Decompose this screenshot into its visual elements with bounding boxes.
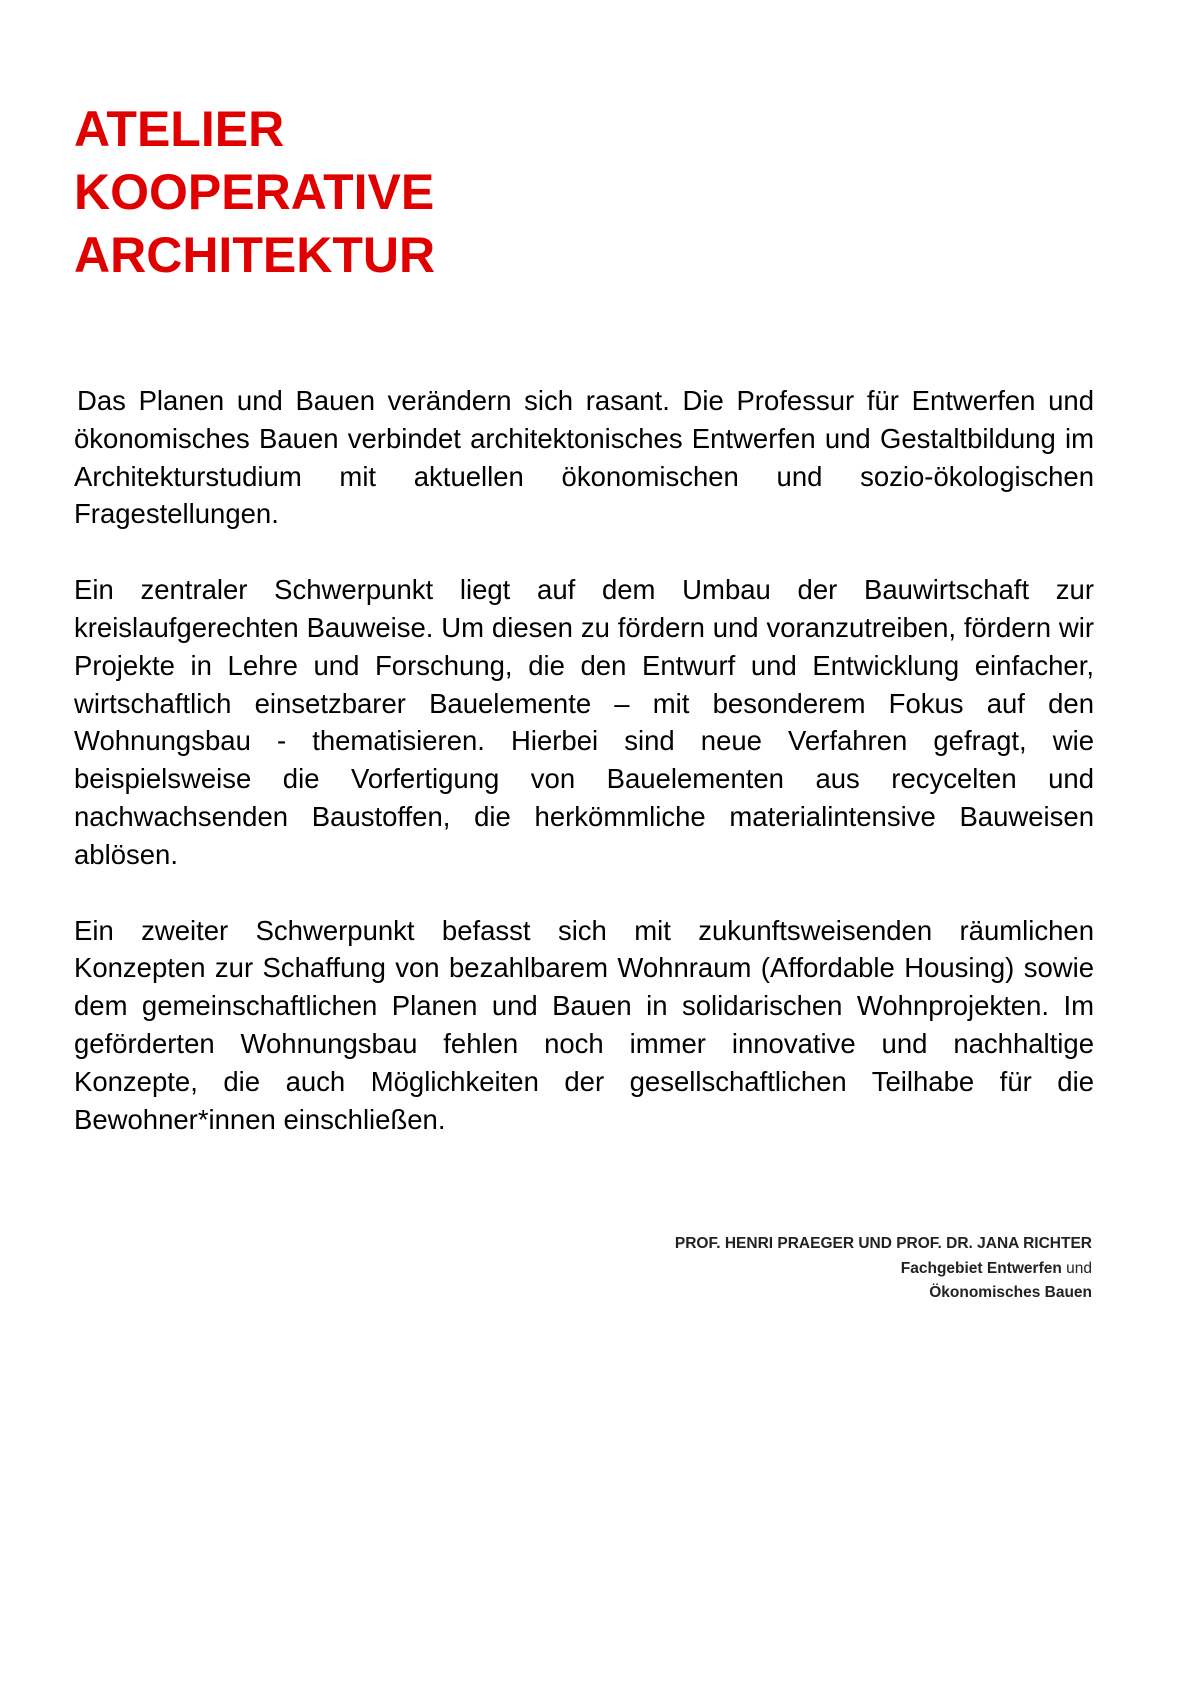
- page-title: [74, 98, 435, 287]
- signature-department-conjunction: und: [1061, 1259, 1092, 1277]
- signature-names: PROF. HENRI PRAEGER UND PROF. DR. JANA RICHTER: [674, 1235, 1092, 1252]
- signature-block: [675, 1232, 1092, 1306]
- title-line-2: KOOPERATIVE: [74, 164, 435, 220]
- title-line-1: ATELIER: [74, 101, 285, 157]
- signature-department-line-2: Ökonomisches Bauen: [929, 1284, 1092, 1301]
- body-text: [74, 382, 1094, 1176]
- paragraph-intro: Das Planen und Bauen verändern sich rasant. Die Professur für Entwerfen und ökonomisches Bauen verbindet architektonisches Entwerfen und Gestaltbildung im Architekturstudium mit aktuellen ökonomischen und sozio-ökologischen Fragestellungen.: [74, 385, 1094, 530]
- signature-department-bold: Fachgebiet Entwerfen: [900, 1259, 1062, 1277]
- paragraph-circular-construction: Ein zentraler Schwerpunkt liegt auf dem Umbau der Bauwirtschaft zur kreislaufgerechten Bauweise. Um diesen zu fördern und voranzutreiben, fördern wir Projekte in Lehre und Forschung, die den Entwurf und Entwicklung einfacher, wirtschaftlich einsetzbarer Bauelemente – mit besonderem Fokus auf den Wohnungsbau - thematisieren. Hierbei sind neue Verfahren gefragt, wie beispielsweise die Vorfertigung von Bauelementen aus recycelten und nachwachsenden Baustoffen, die herkömmliche materialintensive Bauweisen ablösen.: [74, 574, 1094, 870]
- title-line-3: ARCHITEKTUR: [74, 227, 436, 283]
- paragraph-affordable-housing: Ein zweiter Schwerpunkt befasst sich mit zukunftsweisenden räumlichen Konzepten zur Schaffung von bezahlbarem Wohnraum (Affordable Housing) sowie dem gemeinschaftlichen Planen und Bauen in solidarischen Wohnprojekten. Im geförderten Wohnungsbau fehlen noch immer innovative und nachhaltige Konzepte, die auch Möglichkeiten der gesellschaftlichen Teilhabe für die Bewohner*innen einschließen.: [74, 914, 1094, 1135]
- signature-department: [675, 1257, 1092, 1282]
